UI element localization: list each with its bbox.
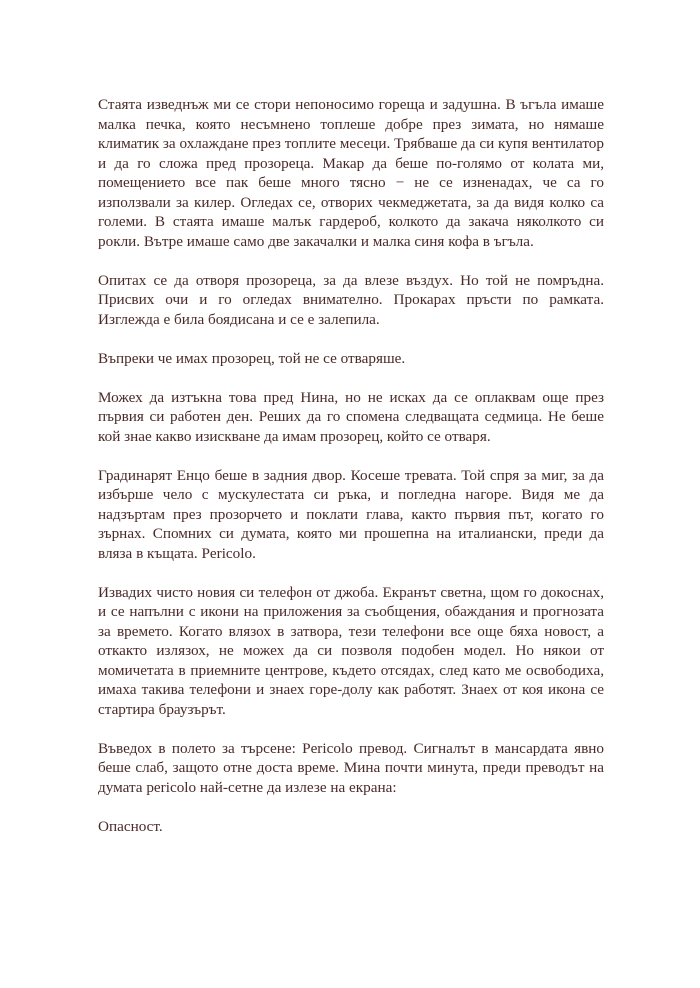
paragraph-8: Опасност. (98, 817, 163, 835)
paragraph-7: Въведох в полето за търсене: Pericolo превод. Сигналът в мансардата явно беше слаб, защото отне доста време. Мина почти минута, преди преводът на думата pericolo най-сетне да излезе на екрана: (98, 739, 604, 796)
paragraph-5: Градинарят Енцо беше в задния двор. Косеше тревата. Той спря за миг, за да избърше чело с мускулестата си ръка, и погледна нагоре. Видя ме да надзъртам през прозорчето и поклати глава, както първия път, когато го зърнах. Спомних си думата, която ми прошепна на италиански, преди да вляза в къщата. Pericolo. (98, 466, 604, 562)
paragraph-1: Стаята изведнъж ми се стори непоносимо гореща и задушна. В ъгъла имаше малка печка, която несъмнено топлеше добре през зимата, но нямаше климатик за охлаждане през топлите месеци. Трябваше да си купя вентилатор и да го сложа пред прозореца. Макар да беше по-голямо от колата ми, помещението все пак беше много тясно − не се изненадах, че са го използвали за килер. Огледах се, отворих чекмеджетата, за да видя колко са големи. В стаята имаше малък гардероб, колкото да закача няколкото си рокли. Вътре имаше само две закачалки и малка синя кофа в ъгъла. (98, 96, 604, 250)
document-body (98, 95, 604, 856)
paragraph-4: Можех да изтъкна това пред Нина, но не исках да се оплаквам още през първия си работен ден. Реших да го спомена следващата седмица. Не беше кой знае какво изискване да имам прозорец, който се отваря. (98, 388, 604, 445)
paragraph-3: Въпреки че имах прозорец, той не се отваряше. (98, 349, 406, 367)
paragraph-2: Опитах се да отворя прозореца, за да влезе въздух. Но той не помръдна. Присвих очи и го огледах внимателно. Прокарах пръсти по рамката. Изглежда е била боядисана и се е залепила. (98, 271, 604, 328)
paragraph-6: Извадих чисто новия си телефон от джоба. Екранът светна, щом го докоснах, и се напълни с икони на приложения за съобщения, обаждания и прогнозата за времето. Когато влязох в затвора, тези телефони все още бяха новост, а откакто излязох, не можех да си позволя подобен модел. Но някои от момичетата в приемните центрове, където отсядах, след като ме освободиха, имаха такива телефони и знаех горе-долу как работят. Знаех от коя икона се стартира браузърът. (98, 583, 604, 718)
